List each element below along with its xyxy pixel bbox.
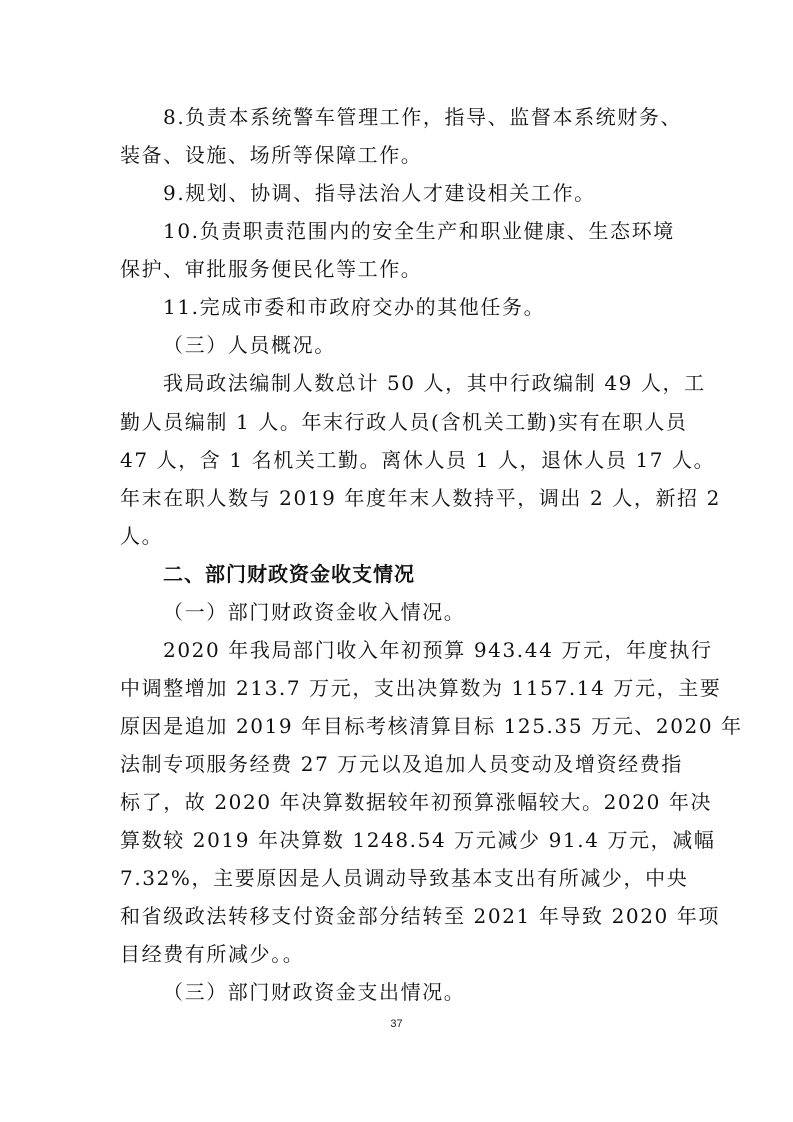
paragraph-line: 人。 bbox=[120, 524, 164, 548]
paragraph-line: 11.完成市委和市政府交办的其他任务。 bbox=[163, 295, 546, 319]
paragraph-line: 7.32%，主要原因是人员调动导致基本支出有所减少，中央 bbox=[120, 866, 689, 890]
paragraph-line: 中调整增加 213.7 万元，支出决算数为 1157.14 万元，主要 bbox=[120, 676, 722, 700]
paragraph-line: 法制专项服务经费 27 万元以及追加人员变动及增资经费指 bbox=[120, 752, 683, 776]
paragraph-line: 原因是追加 2019 年目标考核清算目标 125.35 万元、2020 年 bbox=[120, 714, 743, 738]
paragraph-line: 我局政法编制人数总计 50 人，其中行政编制 49 人，工 bbox=[163, 371, 706, 395]
paragraph-line: 年末在职人数与 2019 年度年末人数持平，调出 2 人，新招 2 bbox=[120, 486, 721, 510]
paragraph-line: 保护、审批服务便民化等工作。 bbox=[120, 257, 423, 281]
section-subheading: （三）人员概况。 bbox=[163, 333, 336, 357]
paragraph-line: 2020 年我局部门收入年初预算 943.44 万元，年度执行 bbox=[163, 638, 713, 662]
paragraph-line: 装备、设施、场所等保障工作。 bbox=[120, 143, 423, 167]
paragraph-line: 和省级政法转移支付资金部分结转至 2021 年导致 2020 年项 bbox=[120, 904, 721, 928]
paragraph-line: 9.规划、协调、指导法治人才建设相关工作。 bbox=[163, 181, 596, 205]
paragraph-line: 8.负责本系统警车管理工作，指导、监督本系统财务、 bbox=[163, 105, 683, 129]
page-number: 37 bbox=[390, 1018, 403, 1030]
paragraph-line: 算数较 2019 年决算数 1248.54 万元减少 91.4 万元，减幅 bbox=[120, 828, 716, 852]
paragraph-line: 标了，故 2020 年决算数据较年初预算涨幅较大。2020 年决 bbox=[120, 790, 713, 814]
paragraph-line: 勤人员编制 1 人。年末行政人员(含机关工勤)实有在职人员 bbox=[120, 410, 688, 434]
paragraph-line: 47 人，含 1 名机关工勤。离休人员 1 人，退休人员 17 人。 bbox=[120, 448, 716, 472]
paragraph-line: 目经费有所减少。。 bbox=[120, 942, 305, 966]
section-subheading: （一）部门财政资金收入情况。 bbox=[163, 600, 466, 624]
section-heading: 二、部门财政资金收支情况 bbox=[163, 562, 415, 586]
paragraph-line: 10.负责职责范围内的安全生产和职业健康、生态环境 bbox=[163, 219, 675, 243]
section-subheading: （三）部门财政资金支出情况。 bbox=[163, 980, 466, 1004]
